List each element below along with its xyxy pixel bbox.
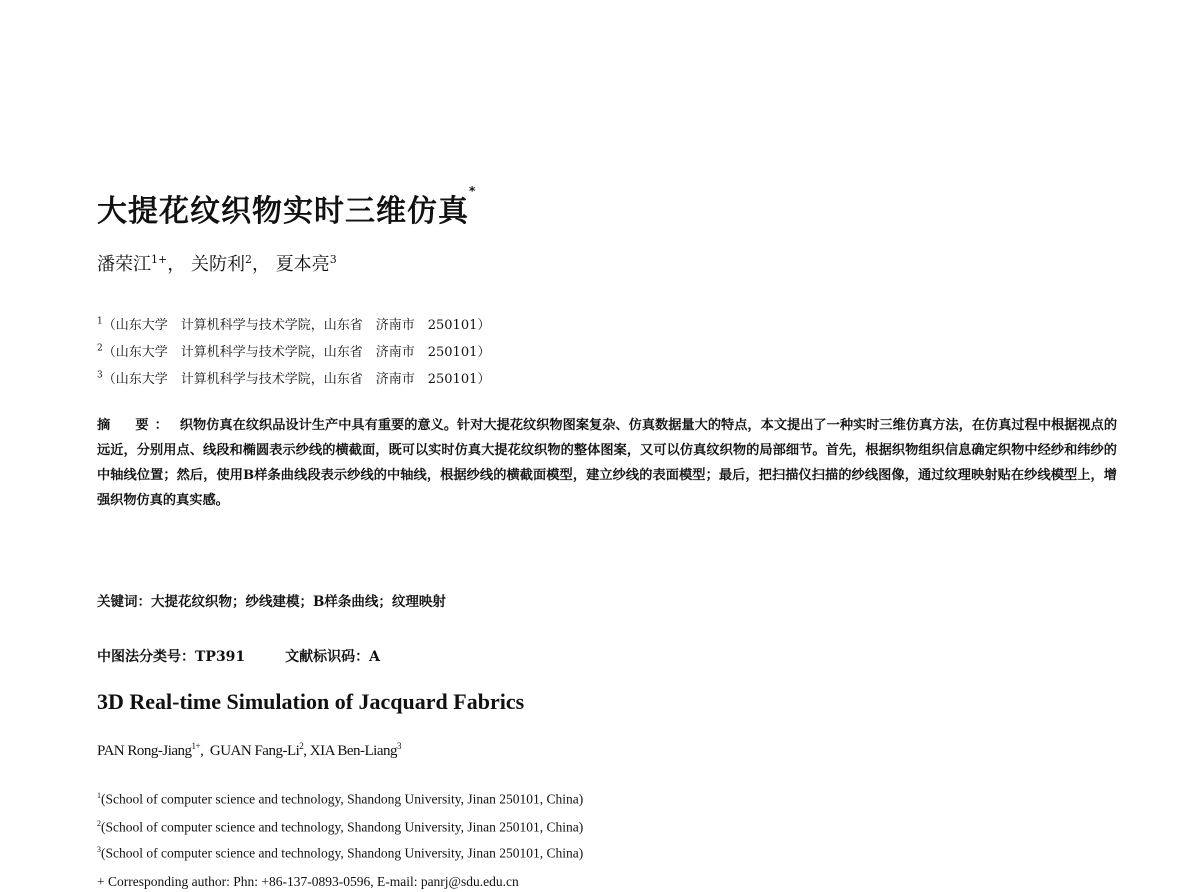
affiliation-en <box>97 819 583 836</box>
author-en-sup: 3 <box>397 741 402 751</box>
author-zh-sup: 3 <box>329 253 337 266</box>
title-zh-text: 大提花纹织物实时三维仿真 <box>97 194 469 229</box>
affiliation-en <box>97 845 583 862</box>
author-en: PAN Rong-Jiang <box>97 743 192 759</box>
affiliation-zh-sup: 1 <box>97 316 103 327</box>
author-separator: , <box>303 743 310 759</box>
affiliation-en-text: (School of computer science and technology, Shandong University, Jinan 250101, China) <box>101 819 584 835</box>
title-english: 3D Real-time Simulation of Jacquard Fabrics <box>97 689 525 714</box>
clc-value: TP391 <box>195 649 246 665</box>
authors-english <box>97 741 401 760</box>
affiliation-zh-sup: 2 <box>97 343 103 354</box>
author-separator: ， <box>251 254 270 275</box>
author-en: GUAN Fang-Li <box>209 743 300 759</box>
affiliation-en-text: (School of computer science and technology, Shandong University, Jinan 250101, China) <box>101 845 584 861</box>
doc-code-value: A <box>369 649 381 665</box>
affiliation-en-sup: 1 <box>97 791 101 800</box>
author-zh: 夏本亮 <box>275 254 330 275</box>
affiliation-en-sup: 2 <box>97 819 101 828</box>
affiliation-zh-sup: 3 <box>97 370 103 381</box>
title-footnote-mark: * <box>469 184 477 198</box>
author-en: XIA Ben-Liang <box>309 743 398 759</box>
keywords <box>97 590 446 610</box>
keywords-text: 大提花纹织物；纱线建模；B样条曲线；纹理映射 <box>151 594 446 610</box>
author-separator: , <box>200 743 210 759</box>
doc-code-label: 文献标识码： <box>285 649 370 665</box>
affiliation-zh <box>97 368 490 387</box>
affiliation-zh-text: （山东大学 计算机科学与技术学院，山东省 济南市 250101） <box>102 372 491 387</box>
classification <box>97 646 380 666</box>
author-separator: ， <box>167 254 186 275</box>
author-zh: 关防利 <box>190 254 245 275</box>
authors-chinese <box>97 250 337 276</box>
author-en-sup: 2 <box>299 741 304 751</box>
affiliation-zh <box>97 314 490 333</box>
corresponding-author: + Corresponding author: Phn: +86-137-0893-0596, E-mail: panrj@sdu.edu.cn <box>97 874 519 889</box>
abstract-label: 摘 要： <box>97 418 174 433</box>
affiliation-en <box>97 791 583 808</box>
affiliation-zh-text: （山东大学 计算机科学与技术学院，山东省 济南市 250101） <box>102 318 491 333</box>
abstract-text: 织物仿真在纹织品设计生产中具有重要的意义。针对大提花纹织物图案复杂、仿真数据量大的特点，本文提出了一种实时三维仿真方法，在仿真过程中根据视点的远近，分别用点、线段和椭圆表示纱线的横截面，既可以实时仿真大提花纹织物的整体图案，又可以仿真纹织物的局部细节。首先，根据织物组织信息确定织物中经纱和纬纱的中轴线位置；然后，使用B样条曲线段表示纱线的中轴线，根据纱线的横截面模型，建立纱线的表面模型；最后，把扫描仪扫描的纱线图像，通过纹理映射贴在纱线模型上，增强织物仿真的真实感。 <box>97 418 1118 508</box>
affiliation-zh-text: （山东大学 计算机科学与技术学院，山东省 济南市 250101） <box>102 345 491 360</box>
author-en-sup: 1+ <box>191 741 201 751</box>
affiliation-en-text: (School of computer science and technology, Shandong University, Jinan 250101, China) <box>101 791 584 807</box>
clc-label: 中图法分类号： <box>97 649 195 665</box>
affiliation-en-sup: 3 <box>97 845 101 854</box>
author-zh-sup: 1+ <box>151 253 168 266</box>
author-zh-sup: 2 <box>244 253 252 266</box>
keywords-label: 关键词： <box>97 594 151 610</box>
author-zh: 潘荣江 <box>97 254 151 275</box>
title-chinese <box>97 186 476 230</box>
abstract <box>97 413 1117 513</box>
affiliation-zh <box>97 341 490 360</box>
